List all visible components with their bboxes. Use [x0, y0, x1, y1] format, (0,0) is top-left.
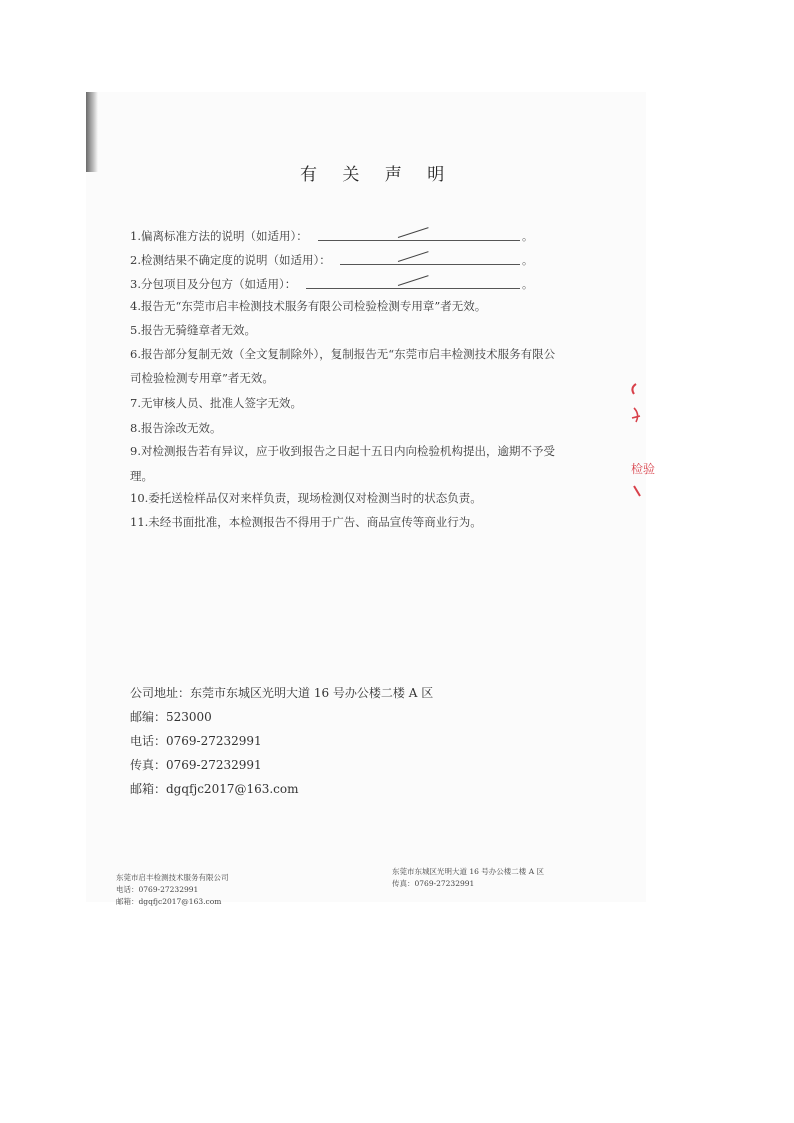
item-deviation-label: 1.偏离标准方法的说明（如适用）：: [130, 229, 308, 243]
contact-postcode: 邮编：523000: [130, 710, 212, 724]
footer-address: 东莞市东城区光明大道 16 号办公楼二楼 A 区: [392, 867, 544, 876]
statement-9-line-1: 9.对检测报告若有异议，应于收到报告之日起十五日内向检验机构提出，逾期不予受: [130, 444, 555, 458]
contact-address: 公司地址：东莞市东城区光明大道 16 号办公楼二楼 A 区: [130, 686, 434, 700]
item-subcontract-blank: [306, 288, 520, 289]
item-uncertainty-label: 2.检测结果不确定度的说明（如适用）：: [130, 253, 331, 267]
statement-10: 10.委托送检样品仅对来样负责，现场检测仅对检测当时的状态负责。: [130, 491, 482, 505]
footer-fax: 传真：0769-27232991: [392, 879, 475, 888]
footer-company: 东莞市启丰检测技术服务有限公司: [116, 873, 229, 882]
footer-phone: 电话：0769-27232991: [116, 885, 199, 894]
red-seal-stamp: [628, 378, 656, 498]
footer-email-clipped: [116, 896, 229, 906]
statement-6-line-1: 6.报告部分复制无效（全文复制除外），复制报告无“东莞市启丰检测技术服务有限公: [130, 347, 556, 361]
footer-email: 邮箱：dgqfjc2017@163.com: [116, 897, 222, 906]
footer-left-block: [116, 872, 229, 906]
contact-fax: 传真：0769-27232991: [130, 758, 262, 772]
statement-6-line-2: 司检验检测专用章”者无效。: [130, 371, 274, 385]
contact-phone: 电话：0769-27232991: [130, 734, 262, 748]
statement-5: 5.报告无骑缝章者无效。: [130, 323, 256, 337]
item-subcontract-label: 3.分包项目及分包方（如适用）：: [130, 277, 297, 291]
item-deviation-end: 。: [522, 230, 533, 243]
statement-4: 4.报告无“东莞市启丰检测技术服务有限公司检验检测专用章”者无效。: [130, 299, 487, 313]
page-title: 有 关 声 明: [300, 165, 455, 185]
statement-8: 8.报告涂改无效。: [130, 421, 222, 435]
item-deviation-blank: [318, 240, 520, 241]
seal-glyph: 检验: [631, 462, 656, 476]
statement-7: 7.无审核人员、批准人签字无效。: [130, 396, 302, 410]
statement-11: 11.未经书面批准，本检测报告不得用于广告、商品宣传等商业行为。: [130, 515, 482, 529]
item-uncertainty-end: 。: [522, 254, 533, 267]
item-uncertainty-blank: [340, 264, 520, 265]
scan-shadow-edge: [86, 92, 98, 172]
item-subcontract-end: 。: [522, 278, 533, 291]
contact-email: 邮箱：dgqfjc2017@163.com: [130, 782, 299, 796]
footer-right-block: [392, 866, 544, 890]
statement-9-line-2: 理。: [130, 469, 153, 483]
